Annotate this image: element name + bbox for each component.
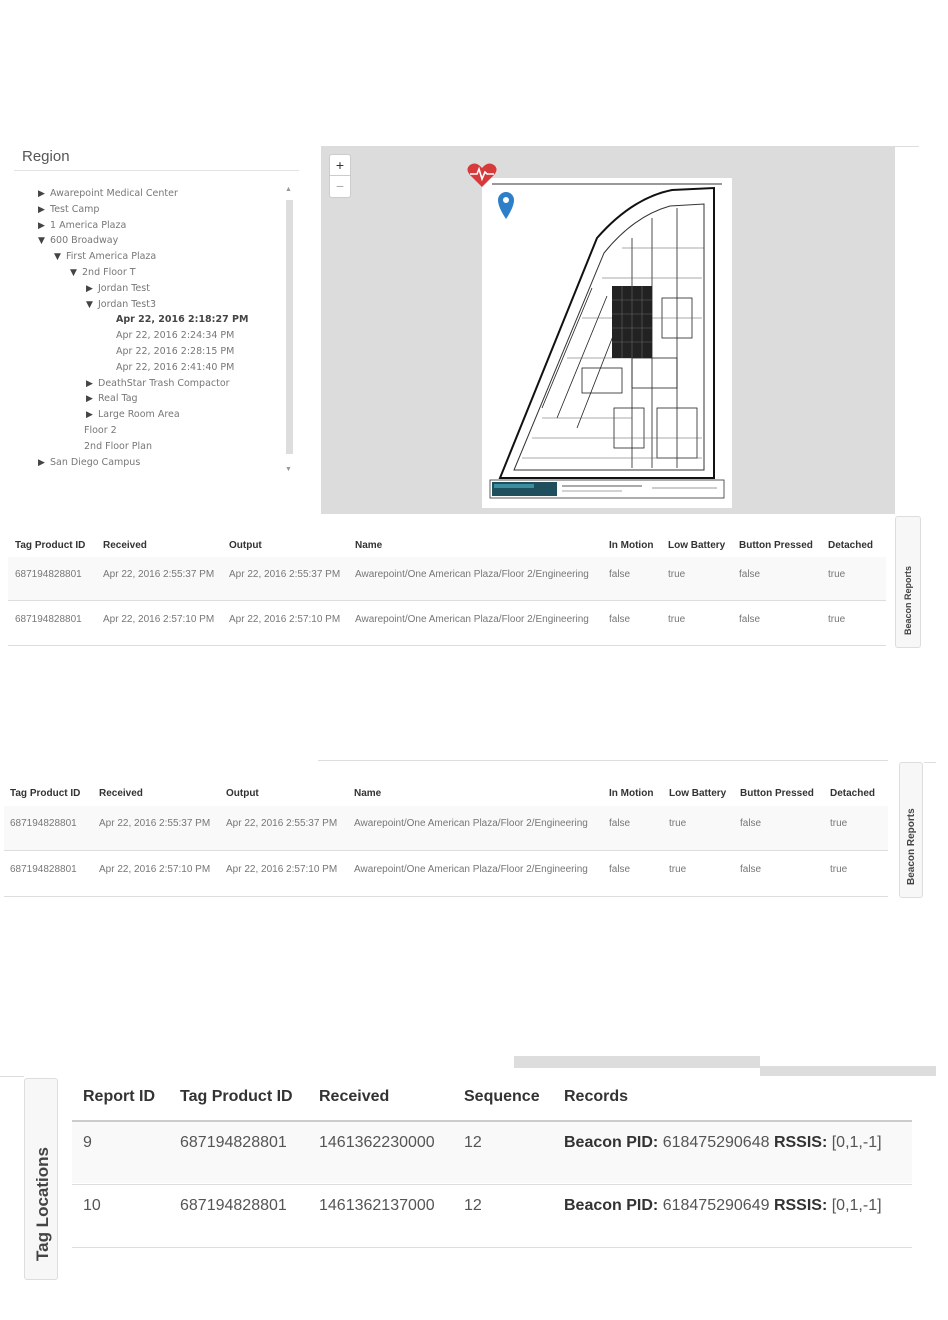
row-rule: [4, 896, 888, 897]
table-cell: 12: [464, 1197, 482, 1214]
column-header[interactable]: Button Pressed: [740, 788, 814, 799]
records-cell: [564, 1135, 882, 1150]
tree-node[interactable]: [84, 441, 152, 453]
tree-node-label: Apr 22, 2016 2:41:40 PM: [116, 361, 235, 373]
row-rule: [8, 645, 886, 646]
table-cell: 9: [83, 1134, 92, 1151]
column-header[interactable]: Received: [99, 788, 143, 799]
table-cell: true: [828, 614, 846, 625]
table-cell: Apr 22, 2016 2:55:37 PM: [229, 569, 341, 580]
column-header[interactable]: Name: [354, 788, 382, 799]
tree-node-label: San Diego Campus: [50, 456, 141, 468]
table-cell: Apr 22, 2016 2:55:37 PM: [103, 569, 215, 580]
tree-node-label: 2nd Floor T: [82, 267, 136, 278]
table-top-rule-right: [924, 762, 936, 763]
caret-down-icon[interactable]: ▼: [54, 252, 61, 263]
zoom-control: [329, 154, 351, 198]
beacon-label: Beacon PID:: [564, 1134, 659, 1151]
row-rule: [72, 1247, 912, 1248]
column-header[interactable]: Records: [564, 1088, 629, 1105]
tree-node[interactable]: [116, 330, 234, 342]
table-cell: true: [668, 614, 686, 625]
table-cell: Apr 22, 2016 2:55:37 PM: [99, 818, 211, 829]
caret-right-icon[interactable]: ▶: [86, 283, 93, 294]
table-cell: 687194828801: [15, 569, 82, 580]
rssis: [0,1,-1]: [831, 1134, 882, 1151]
tag-locations-tab-label: Tag Locations: [33, 1147, 52, 1261]
table-cell: 1461362230000: [319, 1134, 435, 1151]
table-cell: 12: [464, 1134, 482, 1151]
zoom-in-button[interactable]: +: [335, 157, 345, 173]
tree-node[interactable]: [116, 314, 248, 326]
column-header[interactable]: Received: [103, 540, 147, 551]
tree-node[interactable]: [86, 378, 230, 390]
scroll-thumb[interactable]: [286, 200, 293, 454]
table-cell: true: [668, 569, 686, 580]
tree-node-label: Awarepoint Medical Center: [50, 188, 178, 199]
region-tree-scrollbar[interactable]: [284, 186, 296, 478]
tree-node-label: Floor 2: [84, 425, 117, 436]
rssis-label: RSSIS:: [773, 1134, 828, 1151]
tree-node-label: Real Tag: [98, 393, 138, 405]
tree-node[interactable]: [86, 393, 138, 405]
row-rule: [72, 1184, 912, 1185]
tree-node[interactable]: [116, 346, 234, 358]
tree-node[interactable]: [70, 267, 136, 279]
tree-node-label: 1 America Plaza: [50, 219, 127, 231]
tree-node-label: 2nd Floor Plan: [84, 440, 152, 452]
tree-node[interactable]: [86, 283, 150, 295]
tree-node-label: Test Camp: [50, 203, 100, 215]
table-cell: 687194828801: [180, 1134, 287, 1151]
column-header[interactable]: Low Battery: [669, 788, 727, 799]
caret-down-icon[interactable]: ▼: [38, 236, 45, 247]
table-cell: 687194828801: [180, 1197, 287, 1214]
tree-node-label: 600 Broadway: [50, 235, 119, 247]
tree-node[interactable]: [38, 204, 99, 216]
table-cell: false: [609, 864, 631, 875]
column-header[interactable]: Output: [226, 788, 259, 799]
table-cell: true: [830, 818, 848, 829]
table-cell: Apr 22, 2016 2:57:10 PM: [99, 864, 211, 875]
caret-right-icon[interactable]: ▶: [86, 378, 93, 389]
table-cell: Apr 22, 2016 2:57:10 PM: [226, 864, 338, 875]
tree-node-label: Apr 22, 2016 2:28:15 PM: [116, 346, 235, 357]
records-cell: [564, 1198, 882, 1213]
table-cell: Apr 22, 2016 2:57:10 PM: [229, 614, 341, 625]
table-cell: Awarepoint/One American Plaza/Floor 2/Engineering: [355, 569, 589, 580]
table-cell: false: [609, 818, 631, 829]
caret-right-icon[interactable]: ▶: [86, 410, 93, 421]
beacon-reports-tab-2-label: Beacon Reports: [906, 808, 917, 885]
tree-node[interactable]: [38, 457, 140, 469]
rssis-label: RSSIS:: [773, 1197, 828, 1214]
zoom-out-button[interactable]: −: [330, 175, 350, 196]
row-rule: [4, 850, 888, 851]
table-cell: false: [609, 614, 631, 625]
beacon-pid: 618475290649: [662, 1197, 770, 1214]
table-cell: false: [739, 614, 761, 625]
header-bar-segment-2: [760, 1066, 936, 1076]
tree-node[interactable]: [38, 220, 126, 232]
tree-node-label: Large Room Area: [98, 409, 180, 421]
caret-down-icon[interactable]: ▼: [86, 299, 93, 310]
floorplan-image: [482, 178, 732, 508]
table-cell: Awarepoint/One American Plaza/Floor 2/Engineering: [354, 818, 588, 829]
table-cell: Apr 22, 2016 2:57:10 PM: [103, 614, 215, 625]
tree-node-label: First America Plaza: [66, 251, 157, 263]
region-divider: [14, 170, 299, 171]
tree-node[interactable]: [86, 409, 180, 421]
table-cell: 687194828801: [10, 864, 77, 875]
table-cell: true: [830, 864, 848, 875]
table-cell: false: [740, 818, 762, 829]
table-cell: Apr 22, 2016 2:55:37 PM: [226, 818, 338, 829]
tree-node[interactable]: [38, 188, 178, 200]
table-row[interactable]: [72, 1122, 912, 1183]
beacon-reports-tab-2[interactable]: [899, 762, 923, 898]
scroll-down-icon[interactable]: ▼: [285, 466, 292, 473]
table-cell: true: [828, 569, 846, 580]
table-cell: Awarepoint/One American Plaza/Floor 2/Engineering: [355, 614, 589, 625]
table-cell: true: [669, 818, 687, 829]
beacon-reports-tab-label: Beacon Reports: [903, 565, 913, 635]
caret-right-icon[interactable]: ▶: [38, 457, 45, 468]
table-cell: 687194828801: [15, 614, 82, 625]
scroll-up-icon[interactable]: ▲: [285, 186, 292, 193]
left-rule: [0, 1076, 24, 1077]
tree-node-label: Apr 22, 2016 2:24:34 PM: [116, 330, 235, 342]
tree-node[interactable]: [116, 362, 234, 374]
beacon-reports-table: [0, 516, 890, 646]
beacon-label: Beacon PID:: [564, 1197, 659, 1214]
table-cell: 687194828801: [10, 818, 77, 829]
region-title: Region: [22, 148, 70, 165]
column-header[interactable]: Tag Product ID: [10, 788, 81, 799]
column-header[interactable]: Received: [319, 1088, 390, 1105]
rssis: [0,1,-1]: [831, 1197, 882, 1214]
column-header[interactable]: Report ID: [83, 1088, 155, 1105]
tree-node-label: Apr 22, 2016 2:18:27 PM: [116, 314, 249, 326]
caret-right-icon[interactable]: ▶: [38, 220, 45, 231]
caret-right-icon[interactable]: ▶: [86, 394, 93, 405]
heart-alert-icon[interactable]: [467, 162, 497, 193]
tree-node[interactable]: [38, 235, 118, 247]
beacon-pid: 618475290648: [662, 1134, 770, 1151]
column-header[interactable]: Tag Product ID: [180, 1088, 293, 1105]
column-header[interactable]: Tag Product ID: [15, 540, 86, 551]
column-header[interactable]: Button Pressed: [739, 540, 813, 551]
table-cell: true: [669, 864, 687, 875]
table-cell: false: [739, 569, 761, 580]
tree-node[interactable]: [84, 425, 117, 437]
tree-node-label: Jordan Test3: [98, 298, 156, 310]
table-cell: false: [740, 864, 762, 875]
beacon-reports-table-2: [0, 764, 890, 894]
caret-right-icon[interactable]: ▶: [38, 189, 45, 199]
beacon-reports-tab[interactable]: [895, 516, 921, 648]
column-header[interactable]: Detached: [828, 540, 874, 551]
region-panel: [14, 144, 304, 474]
column-header[interactable]: Low Battery: [668, 540, 726, 551]
tree-node[interactable]: [86, 299, 156, 311]
tag-locations-table: [0, 1078, 948, 1248]
table-top-rule: [318, 760, 888, 761]
caret-down-icon[interactable]: ▼: [70, 268, 77, 278]
table-cell: false: [609, 569, 631, 580]
column-header[interactable]: In Motion: [609, 788, 654, 799]
column-header[interactable]: In Motion: [609, 540, 654, 551]
column-header[interactable]: Detached: [830, 788, 876, 799]
table-cell: 10: [83, 1197, 101, 1214]
table-cell: Awarepoint/One American Plaza/Floor 2/Engineering: [354, 864, 588, 875]
header-bar-segment: [514, 1056, 760, 1068]
caret-right-icon[interactable]: ▶: [38, 204, 45, 215]
column-header[interactable]: Output: [229, 540, 262, 551]
tree-node-label: DeathStar Trash Compactor: [98, 377, 230, 389]
map-top-rule: [895, 146, 919, 147]
column-header[interactable]: Name: [355, 540, 383, 551]
row-rule: [8, 600, 886, 601]
floor-map[interactable]: [321, 146, 895, 514]
region-tree: [14, 180, 284, 472]
location-pin-icon[interactable]: [496, 190, 516, 225]
column-header[interactable]: Sequence: [464, 1088, 540, 1105]
tree-node[interactable]: [54, 251, 156, 263]
tree-node-label: Jordan Test: [98, 282, 150, 294]
table-cell: 1461362137000: [319, 1197, 435, 1214]
